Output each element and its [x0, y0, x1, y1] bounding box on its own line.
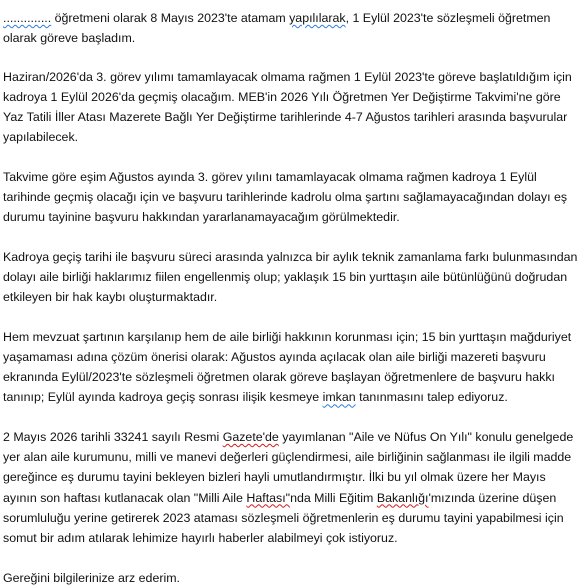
- paragraph-proposal: [3, 327, 580, 408]
- paragraph-rights-loss: Kadroya geçiş tarihi ile başvuru süreci arasında yalnızca bir aylık teknik zamanlama farkı bulunmasından dolayı aile birliği haklarımız fiilen engellenmiş olup; yaklaşık 15 bin yurttaşın aile bütünlüğünü doğrudan etkileyen bir hak kaybı oluşturmaktadır.: [3, 249, 578, 305]
- paragraph-text: öğretmeni olarak 8 Mayıs 2023'te atamam: [51, 11, 290, 25]
- paragraph-spouse: Takvime göre eşim Ağustos ayında 3. görev yılını tamamlayacak olmama rağmen kadroya 1 Eylül tarihinde geçmiş olacağı için ve başvuru tarihlerinde kadrolu olma şartını sağlamayacağından dolayı eş durumu tayinine başvuru hakkından yararlanamayacağım görülmektedir.: [3, 169, 568, 225]
- grammar-flagged-word: imkan: [322, 390, 356, 405]
- spelling-flagged-word: Gazete'de: [222, 429, 279, 444]
- paragraph-text: tanınmasını talep ediyoruz.: [355, 390, 508, 405]
- paragraph-appointment: [3, 8, 580, 49]
- paragraph-text: 2 Mayıs 2026 tarihli 33241 sayılı Resmi: [3, 429, 223, 444]
- paragraph-text: Hem mevzuat şartının karşılanıp hem de aile birliği hakkının korunması için; 15 bin yurttaşın mağduriyet yaşamaması adına çözüm önerisi olarak: Ağustos ayında açılacak olan aile birliği mazereti başvuru ekranında Eylül/2023'te sözleşmeli öğretmen olarak göreve başlayan öğretmenlere de başvuru hakkı tanınıp; Eylül ayında kadroya geçiş sonrası ilişik kesmeye: [3, 329, 572, 405]
- paragraph-closing: Gereğini bilgilerinize arz ederim.: [3, 570, 180, 585]
- paragraph-text: , 1 Eylül 2023'te sözleşmeli öğretmen olarak göreve başladım.: [3, 11, 551, 46]
- paragraph-text: yayımlanan "Aile ve Nüfus On Yılı" konulu genelgede yer alan aile kurumunu, milli ve manevi değerleri güçlendirmesi, aile birliğinin sağlanması ile ilgili madde gereğince eş durumu tayini bekleyen bizleri hayli umutlandırmıştır. İlki bu yıl olmak üzere her Mayıs ayının son haftası kutlanacak olan "Milli Aile: [3, 429, 574, 505]
- paragraph-calendar: Haziran/2026'da 3. görev yılımı tamamlayacak olmama rağmen 1 Eylül 2023'te göreve başlatıldığım için kadroya 1 Eylül 2026'da geçmiş olacağım. MEB'in 2026 Yılı Öğretmen Yer Değiştirme Takvimi'ne göre Yaz Tatili İller Atası Mazerete Bağlı Yer Değiştirme tarihlerinde 4-7 Ağustos tarihleri arasında başvurular yapılabilecek.: [3, 69, 572, 145]
- paragraph-text: 'mızında üzerine düşen sorumluluğu yerine getirerek 2023 ataması sözleşmeli öğretmenlerin eş durumu tayini yapabilmesi için somut bir adım atılarak lehimize hayırlı haberler alabilmeyi çok istiyoruz.: [3, 490, 564, 546]
- paragraph-text: nda Milli Eğitim: [290, 490, 377, 505]
- blank-name-placeholder: ..............: [3, 11, 52, 25]
- spelling-flagged-word: Bakanlığı: [376, 490, 429, 505]
- paragraph-gazette: [3, 427, 580, 549]
- spelling-flagged-word: Haftası": [246, 490, 291, 505]
- grammar-flagged-word: yapılılarak: [289, 11, 346, 25]
